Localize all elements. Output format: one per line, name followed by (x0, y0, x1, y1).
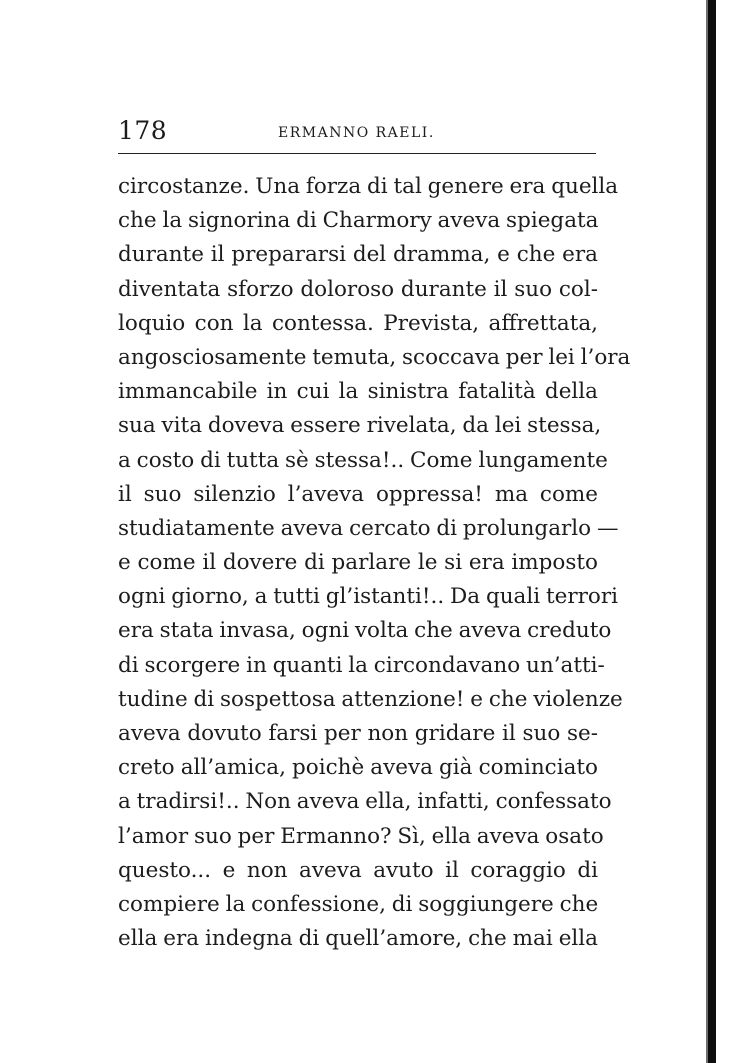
text-line: immancabile in cui la sinistra fatalità della (118, 379, 598, 405)
text-line: creto all’amica, poichè aveva già cominciato (118, 755, 598, 781)
text-line: compiere la confessione, di soggiungere che (118, 891, 599, 917)
text-line: circostanze. Una forza di tal genere era quella (118, 174, 619, 199)
running-title: ERMANNO RAELI. (278, 125, 435, 141)
text-line: diventata sforzo doloroso durante il suo col- (118, 276, 598, 302)
page-header (118, 112, 598, 152)
text-line: il suo silenzio l’aveva oppressa! ma come (118, 481, 598, 507)
text-line: e come il dovere di parlare le si era imposto (118, 550, 598, 576)
text-line: ella era indegna di quell’amore, che mai ella (118, 926, 598, 952)
text-line: durante il prepararsi del dramma, e che era (118, 242, 598, 268)
text-line: a tradirsi!.. Non aveva ella, infatti, confessato (118, 789, 612, 815)
text-line: l’amor suo per Ermanno? Sì, ella aveva osato (118, 823, 604, 849)
text-line: a costo di tutta sè stessa!.. Come lungamente (118, 447, 608, 473)
text-line: tudine di sospettosa attenzione! e che violenze (118, 686, 623, 712)
text-line: questo... e non aveva avuto il coraggio di (118, 857, 598, 883)
text-line: studiatamente aveva cercato di prolungarlo — (118, 515, 619, 541)
page-binding-edge (708, 0, 716, 1063)
text-line: aveva dovuto farsi per non gridare il suo se- (118, 721, 598, 746)
text-line: sua vita doveva essere rivelata, da lei stessa, (118, 413, 602, 439)
header-rule (118, 153, 596, 154)
text-line: ogni giorno, a tutti gl’istanti!.. Da quali terrori (118, 584, 618, 610)
text-line: di scorgere in quanti la circondavano un’atti- (118, 652, 605, 678)
page-number: 178 (118, 116, 168, 145)
text-line: angosciosamente temuta, scoccava per lei l’ora (118, 344, 631, 370)
text-line: era stata invasa, ogni volta che aveva creduto (118, 618, 612, 644)
text-line: che la signorina di Charmory aveva spiegata (118, 208, 599, 234)
text-line: loquio con la contessa. Prevista, affrettata, (118, 310, 598, 336)
body-text (118, 170, 631, 956)
